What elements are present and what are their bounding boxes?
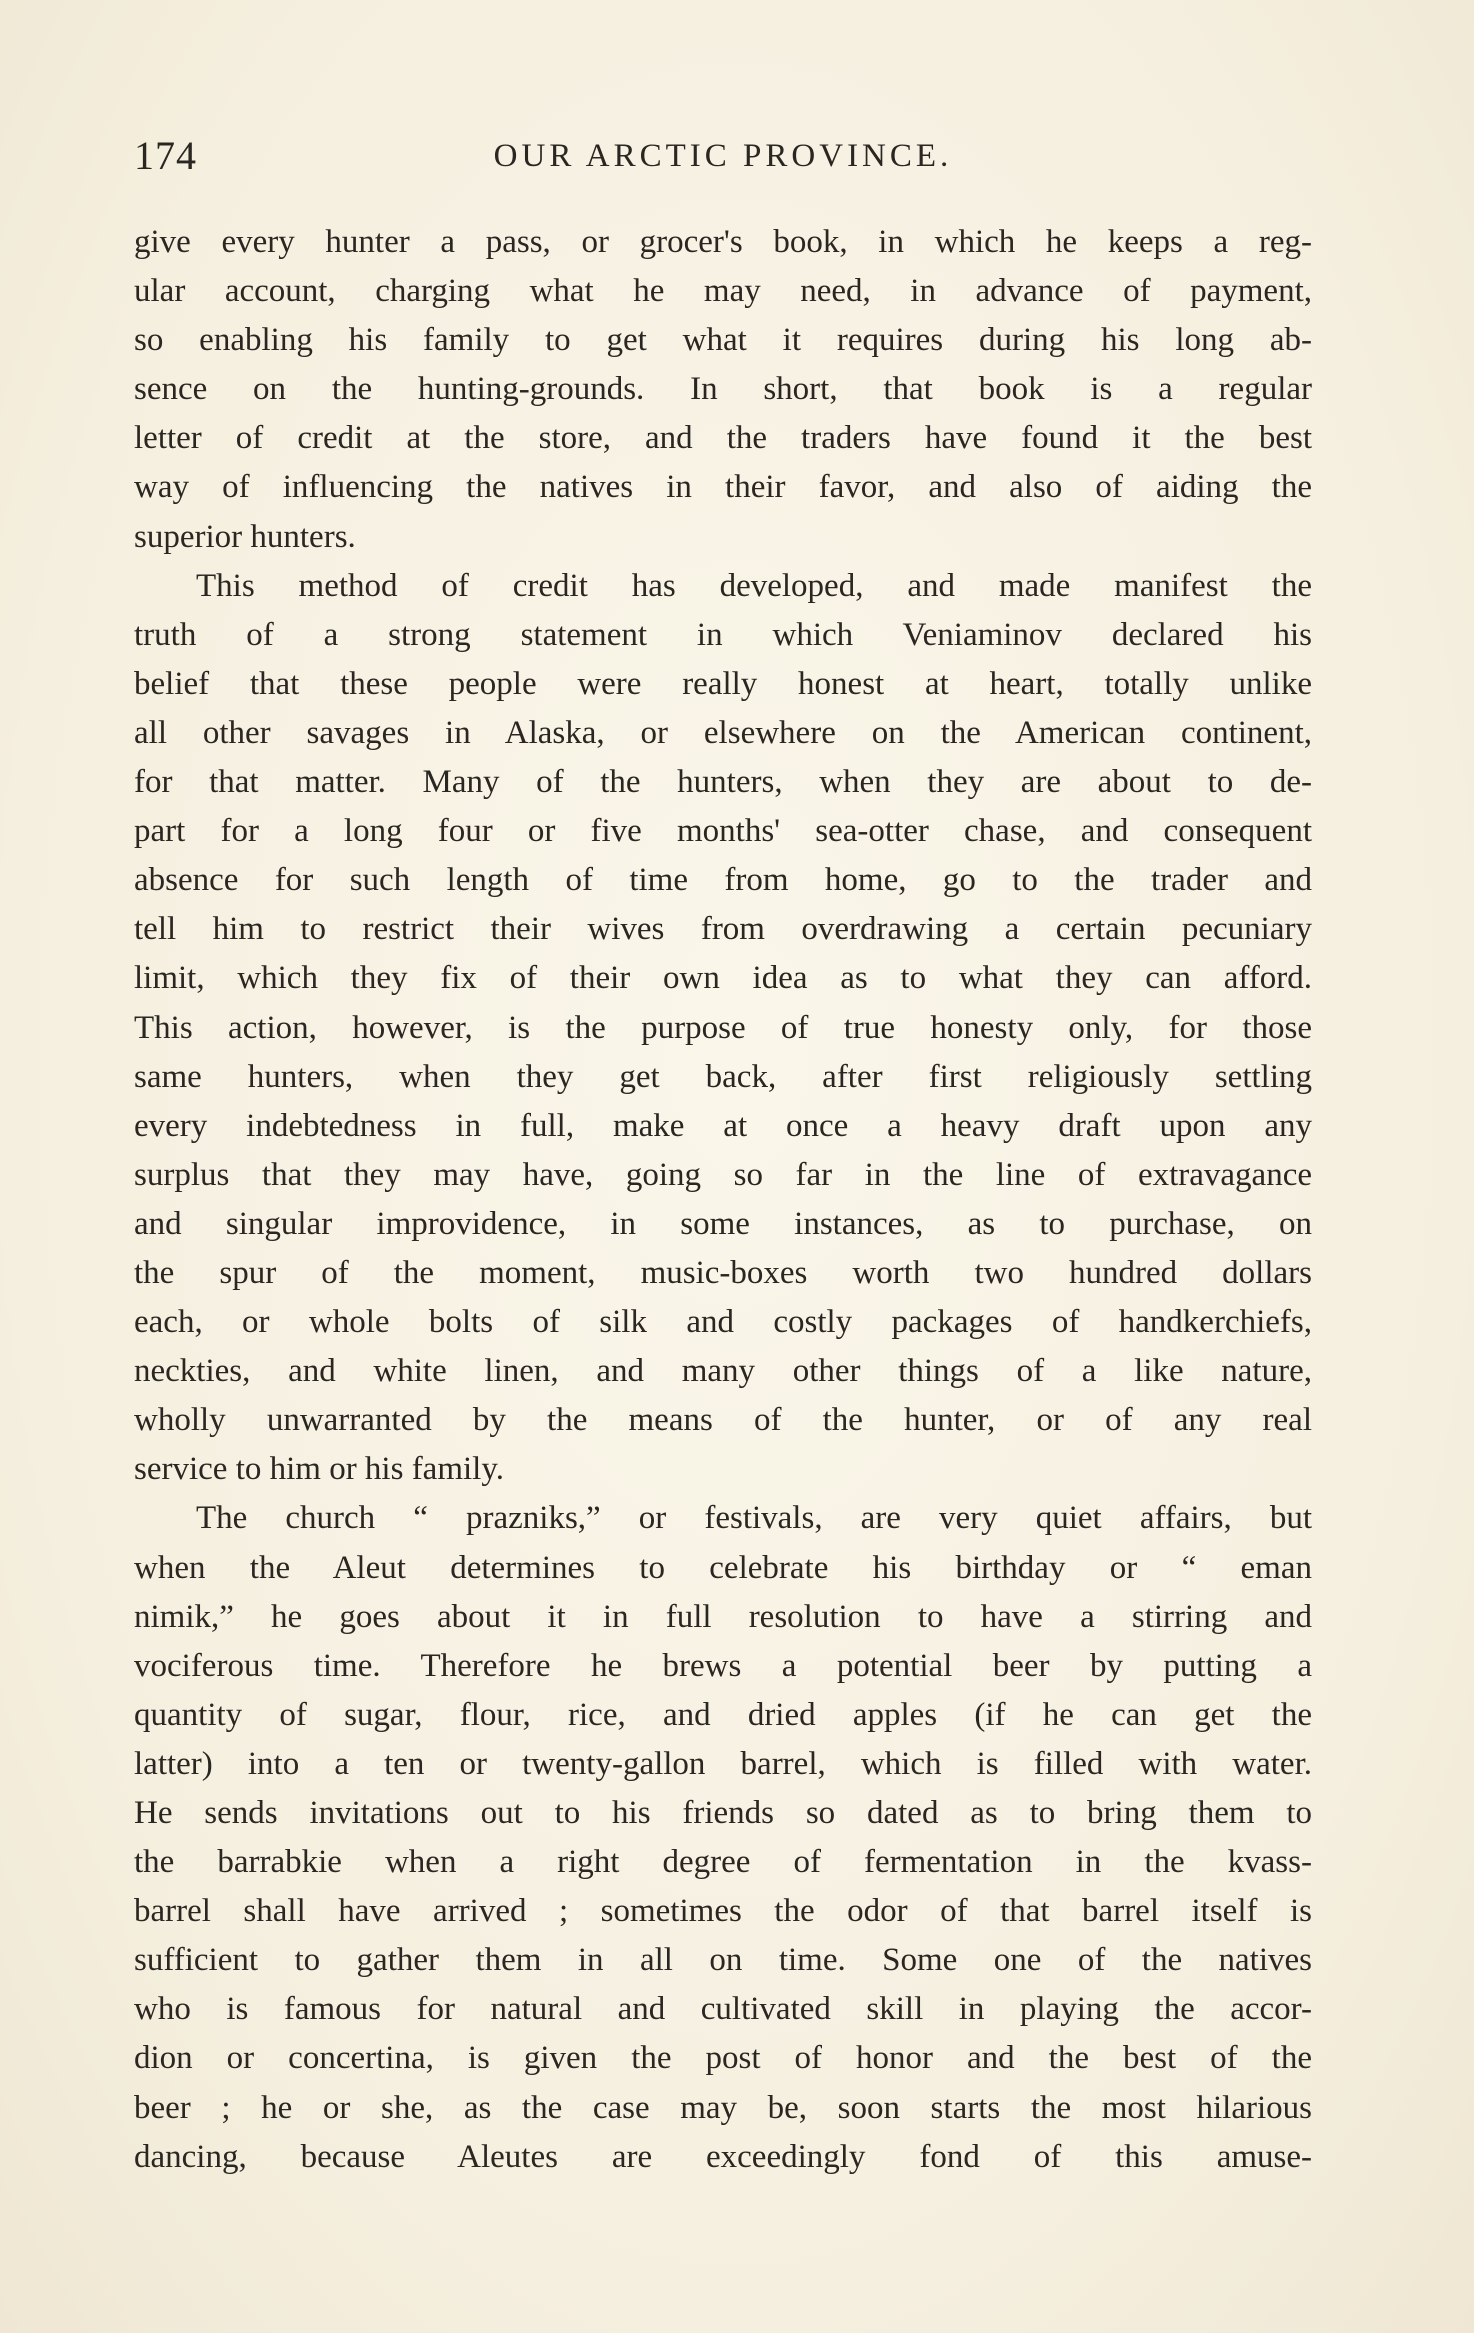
- page-number: 174: [134, 133, 197, 178]
- text-line: absence for such length of time from home, go to the trader and: [134, 862, 1312, 899]
- text-line: the spur of the moment, music-boxes worth two hundred dollars: [134, 1254, 1312, 1291]
- text-line: truth of a strong statement in which Veniaminov declared his: [134, 616, 1312, 653]
- text-line: who is famous for natural and cultivated skill in playing the accor-: [134, 1991, 1312, 2028]
- text-line: and singular improvidence, in some instances, as to purchase, on: [134, 1205, 1312, 1242]
- text-line: belief that these people were really honest at heart, totally unlike: [134, 665, 1312, 702]
- text-line: so enabling his family to get what it requires during his long ab-: [134, 322, 1312, 359]
- paragraph-1: [134, 218, 1312, 562]
- text-line: quantity of sugar, flour, rice, and dried apples (if he can get the: [134, 1696, 1312, 1733]
- text-line: when the Aleut determines to celebrate his birthday or “ eman: [134, 1549, 1312, 1586]
- text-line: latter) into a ten or twenty-gallon barrel, which is filled with water.: [134, 1745, 1312, 1782]
- text-line: surplus that they may have, going so far in the line of extravagance: [134, 1156, 1312, 1193]
- text-line: vociferous time. Therefore he brews a potential beer by putting a: [134, 1647, 1312, 1684]
- text-line: wholly unwarranted by the means of the hunter, or of any real: [134, 1402, 1312, 1439]
- text-line: dancing, because Aleutes are exceedingly fond of this amuse-: [134, 2138, 1312, 2175]
- text-line: barrel shall have arrived ; sometimes the odor of that barrel itself is: [134, 1893, 1312, 1930]
- text-line: superior hunters.: [134, 518, 356, 555]
- page-header: [134, 126, 1312, 186]
- body-text: [134, 218, 1312, 2182]
- text-line: all other savages in Alaska, or elsewhere on the American continent,: [134, 714, 1312, 751]
- text-line: tell him to restrict their wives from overdrawing a certain pecuniary: [134, 911, 1312, 948]
- text-line: each, or whole bolts of silk and costly packages of handkerchiefs,: [134, 1304, 1312, 1341]
- running-head: OUR ARCTIC PROVINCE.: [493, 138, 953, 174]
- text-line: neckties, and white linen, and many other things of a like nature,: [134, 1353, 1312, 1390]
- text-line: He sends invitations out to his friends so dated as to bring them to: [134, 1795, 1312, 1831]
- text-line: This method of credit has developed, and made manifest the: [196, 567, 1312, 604]
- text-line: beer ; he or she, as the case may be, soon starts the most hilarious: [134, 2089, 1312, 2126]
- text-line: every indebtedness in full, make at once a heavy draft upon any: [134, 1107, 1312, 1144]
- text-line: dion or concertina, is given the post of honor and the best of the: [134, 2040, 1312, 2077]
- paragraph-3: [134, 1494, 1312, 2181]
- paragraph-2: [134, 562, 1312, 1495]
- text-line: limit, which they fix of their own idea as to what they can afford.: [134, 960, 1312, 997]
- text-line: sufficient to gather them in all on time. Some one of the natives: [134, 1942, 1312, 1979]
- text-line: The church “ prazniks,” or festivals, are very quiet affairs, but: [196, 1500, 1312, 1537]
- text-line: letter of credit at the store, and the traders have found it the best: [134, 420, 1312, 457]
- text-line: for that matter. Many of the hunters, when they are about to de-: [134, 764, 1312, 801]
- text-line: way of influencing the natives in their favor, and also of aiding the: [134, 469, 1312, 506]
- text-line: give every hunter a pass, or grocer's book, in which he keeps a reg-: [134, 224, 1312, 260]
- text-line: service to him or his family.: [134, 1451, 504, 1488]
- text-line: sence on the hunting-grounds. In short, that book is a regular: [134, 371, 1312, 408]
- text-line: part for a long four or five months' sea-otter chase, and consequent: [134, 813, 1312, 850]
- text-line: nimik,” he goes about it in full resolution to have a stirring and: [134, 1598, 1312, 1635]
- text-line: ular account, charging what he may need, in advance of payment,: [134, 273, 1312, 310]
- text-line: same hunters, when they get back, after first religiously settling: [134, 1058, 1312, 1095]
- text-line: This action, however, is the purpose of true honesty only, for those: [134, 1009, 1312, 1046]
- text-line: the barrabkie when a right degree of fermentation in the kvass-: [134, 1844, 1312, 1881]
